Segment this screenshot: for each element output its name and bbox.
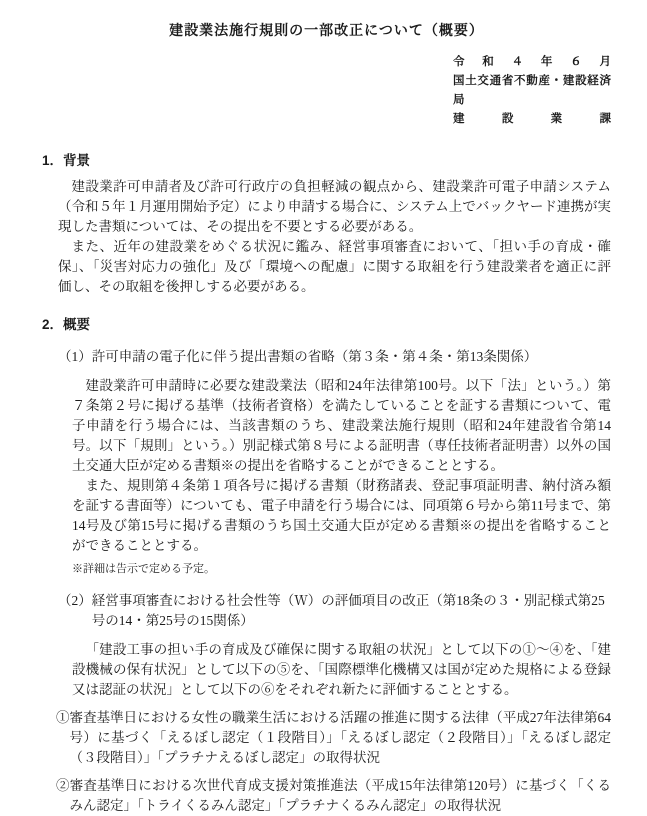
evaluation-item-1: ①審査基準日における女性の職業生活における活躍の推進に関する法律（平成27年法律第64号）に基づく「えるぼし認定（１段階目）」「えるぼし認定（２段階目）」「えるぼし認定（３段階目）」「プラチナえるぼし認定」の取得状況 — [56, 710, 611, 765]
evaluation-item-2: ②審査基準日における次世代育成支援対策推進法（平成15年法律第120号）に基づく「くるみん認定」「トライくるみん認定」「プラチナくるみん認定」の取得状況 — [56, 778, 611, 813]
footnote: ※詳細は告示で定める予定。 — [72, 563, 215, 575]
header-block — [453, 53, 611, 129]
subsection-1-paragraph-1: 建設業許可申請時に必要な建設業法（昭和24年法律第100号。以下「法」という。）第７条第２号に掲げる基準（技術者資格）を満たしていることを証する書類について、電子申請を行う場合には、当該書類のうち、建設業法施行規則（昭和24年建設省令第14号。以下「規則」という。）別記様式第８号による証明書（専任技術者証明書）以外の国土交通大臣が定める書類※の提出を省略することができることとする。 — [72, 378, 611, 473]
subsection-1-heading: （1）許可申請の電子化に伴う提出書類の省略（第３条・第４条・第13条関係） — [58, 349, 538, 364]
background-paragraph-2: また、近年の建設業をめぐる状況に鑑み、経営事項審査において、「担い手の育成・確保」、「災害対応力の強化」及び「環境への配慮」に関する取組を行う建設業者を適正に評価し、その取組を後押しする必要がある。 — [58, 239, 611, 294]
document-title: 建設業法施行規則の一部改正について（概要） — [169, 22, 484, 38]
header-date: 令和４年６月 — [453, 56, 611, 68]
background-paragraph-1: 建設業許可申請者及び許可行政庁の負担軽減の観点から、建設業許可電子申請システム（令和５年１月運用開始予定）により申請する場合に、システム上でバックヤード連携が実現した書類については、その提出を不要とする必要がある。 — [58, 179, 611, 234]
subsection-2-heading: （2）経営事項審査における社会性等（Ｗ）の評価項目の改正（第18条の３・別記様式第25号の14・第25号の15関係） — [58, 593, 605, 628]
subsection-1-paragraph-2: また、規則第４条第１項各号に掲げる書類（財務諸表、登記事項証明書、納付済み額を証する書面等）についても、電子申請を行う場合には、同項第６号から第11号まで、第14号及び第15号に掲げる書類のうち国土交通大臣が定める書類※の提出を省略することができることとする。 — [72, 478, 611, 553]
header-division: 建設業課 — [453, 113, 611, 125]
subsection-2-paragraph: 「建設工事の担い手の育成及び確保に関する取組の状況」として以下の①～④を、「建設機械の保有状況」として以下の⑤を、「国際標準化機構又は国が定めた規格による登録又は認証の状況」として以下の⑥をそれぞれ新たに評価することとする。 — [72, 642, 611, 697]
section-1-heading: 1．背景 — [42, 153, 91, 168]
header-organization: 国土交通省不動産・建設経済局 — [453, 75, 611, 106]
section-2-heading: 2．概要 — [42, 317, 91, 332]
